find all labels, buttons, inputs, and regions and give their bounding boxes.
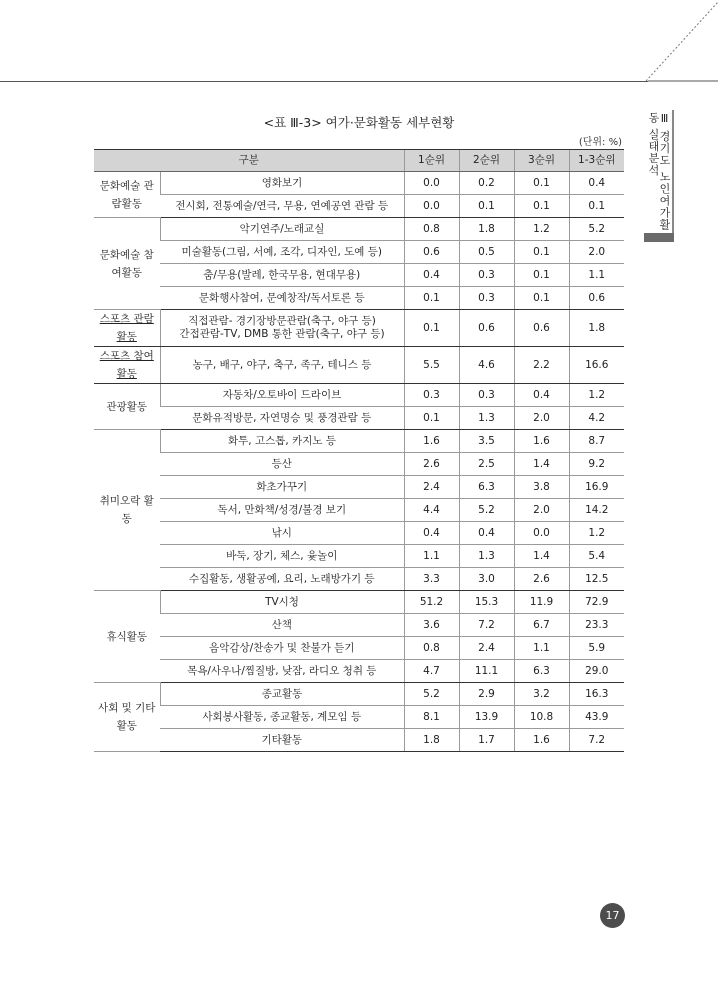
table-header-row xyxy=(94,150,624,172)
value-cell: 1.4 xyxy=(514,545,569,568)
header-rank3: 3순위 xyxy=(514,150,569,172)
table-row xyxy=(94,568,624,591)
value-cell: 5.2 xyxy=(569,218,624,241)
item-cell xyxy=(160,310,404,347)
item-cell: 사회봉사활동, 종교활동, 계모임 등 xyxy=(160,706,404,729)
value-cell: 1.6 xyxy=(514,729,569,752)
value-cell: 1.3 xyxy=(459,407,514,430)
value-cell: 0.6 xyxy=(404,241,459,264)
item-cell: 목욕/사우나/찜질방, 낮잠, 라디오 청취 등 xyxy=(160,660,404,683)
value-cell: 5.4 xyxy=(569,545,624,568)
value-cell: 1.7 xyxy=(459,729,514,752)
value-cell: 11.9 xyxy=(514,591,569,614)
leisure-activity-table xyxy=(94,149,624,752)
value-cell: 3.8 xyxy=(514,476,569,499)
value-cell: 2.0 xyxy=(514,499,569,522)
value-cell: 1.2 xyxy=(569,384,624,407)
value-cell: 2.4 xyxy=(404,476,459,499)
value-cell: 2.2 xyxy=(514,347,569,384)
value-cell: 0.1 xyxy=(514,195,569,218)
side-tab-block xyxy=(644,233,674,242)
value-cell: 0.8 xyxy=(404,218,459,241)
item-cell: 화초가꾸기 xyxy=(160,476,404,499)
item-cell: 악기연주/노래교실 xyxy=(160,218,404,241)
chapter-label: Ⅲ 경기도 노인여가활동 실태분석 xyxy=(647,112,671,231)
value-cell: 0.1 xyxy=(514,172,569,195)
value-cell: 0.1 xyxy=(514,287,569,310)
value-cell: 4.6 xyxy=(459,347,514,384)
value-cell: 23.3 xyxy=(569,614,624,637)
value-cell: 0.2 xyxy=(459,172,514,195)
value-cell: 12.5 xyxy=(569,568,624,591)
value-cell: 0.6 xyxy=(569,287,624,310)
table-row xyxy=(94,172,624,195)
value-cell: 5.2 xyxy=(404,683,459,706)
value-cell: 5.5 xyxy=(404,347,459,384)
item-cell: 수집활동, 생활공예, 요리, 노래방가기 등 xyxy=(160,568,404,591)
value-cell: 8.1 xyxy=(404,706,459,729)
value-cell: 7.2 xyxy=(459,614,514,637)
value-cell: 1.2 xyxy=(514,218,569,241)
value-cell: 0.1 xyxy=(404,310,459,347)
table-row xyxy=(94,407,624,430)
unit-label: (단위: %) xyxy=(578,137,622,148)
item-cell: 바둑, 장기, 체스, 윷놀이 xyxy=(160,545,404,568)
value-cell: 1.1 xyxy=(404,545,459,568)
value-cell: 6.3 xyxy=(514,660,569,683)
category-cell: 휴식활동 xyxy=(94,591,160,683)
category-cell: 관광활동 xyxy=(94,384,160,430)
value-cell: 0.0 xyxy=(514,522,569,545)
value-cell: 2.0 xyxy=(569,241,624,264)
item-cell: 화투, 고스톱, 카지노 등 xyxy=(160,430,404,453)
item-line: 직접관람- 경기장방문관람(축구, 야구 등) xyxy=(188,315,376,327)
category-cell: 문화예술 참여활동 xyxy=(94,218,160,310)
item-cell: TV시청 xyxy=(160,591,404,614)
value-cell: 0.1 xyxy=(514,241,569,264)
header-category: 구분 xyxy=(94,150,404,172)
table-title: <표 Ⅲ-3> 여가·문화활동 세부현황 xyxy=(263,115,455,130)
value-cell: 2.6 xyxy=(514,568,569,591)
table-row xyxy=(94,218,624,241)
item-cell: 문화행사참여, 문예창작/독서토론 등 xyxy=(160,287,404,310)
value-cell: 1.2 xyxy=(569,522,624,545)
item-cell: 미술활동(그림, 서예, 조각, 디자인, 도예 등) xyxy=(160,241,404,264)
value-cell: 4.4 xyxy=(404,499,459,522)
category-cell xyxy=(94,347,160,384)
value-cell: 0.6 xyxy=(514,310,569,347)
value-cell: 2.5 xyxy=(459,453,514,476)
value-cell: 0.3 xyxy=(404,384,459,407)
category-cell xyxy=(94,310,160,347)
header-rank2: 2순위 xyxy=(459,150,514,172)
value-cell: 8.7 xyxy=(569,430,624,453)
value-cell: 3.3 xyxy=(404,568,459,591)
category-label: 스포츠 관람활동 xyxy=(99,313,154,343)
value-cell: 51.2 xyxy=(404,591,459,614)
value-cell: 6.7 xyxy=(514,614,569,637)
value-cell: 43.9 xyxy=(569,706,624,729)
value-cell: 0.4 xyxy=(404,522,459,545)
value-cell: 1.1 xyxy=(569,264,624,287)
value-cell: 2.9 xyxy=(459,683,514,706)
table-row xyxy=(94,706,624,729)
table-row xyxy=(94,660,624,683)
value-cell: 0.1 xyxy=(514,264,569,287)
table-row xyxy=(94,683,624,706)
item-cell: 춤/무용(발레, 한국무용, 현대무용) xyxy=(160,264,404,287)
value-cell: 5.2 xyxy=(459,499,514,522)
value-cell: 11.1 xyxy=(459,660,514,683)
value-cell: 1.4 xyxy=(514,453,569,476)
value-cell: 10.8 xyxy=(514,706,569,729)
table-row xyxy=(94,591,624,614)
value-cell: 0.1 xyxy=(569,195,624,218)
value-cell: 9.2 xyxy=(569,453,624,476)
value-cell: 0.4 xyxy=(459,522,514,545)
value-cell: 3.6 xyxy=(404,614,459,637)
item-cell: 음악감상/찬송가 및 찬불가 듣기 xyxy=(160,637,404,660)
item-cell: 산책 xyxy=(160,614,404,637)
value-cell: 3.2 xyxy=(514,683,569,706)
header-rank1: 1순위 xyxy=(404,150,459,172)
value-cell: 4.2 xyxy=(569,407,624,430)
value-cell: 72.9 xyxy=(569,591,624,614)
value-cell: 0.4 xyxy=(569,172,624,195)
item-cell: 자동차/오토바이 드라이브 xyxy=(160,384,404,407)
table-row xyxy=(94,287,624,310)
table-row xyxy=(94,729,624,752)
value-cell: 0.0 xyxy=(404,172,459,195)
value-cell: 0.1 xyxy=(459,195,514,218)
value-cell: 1.8 xyxy=(569,310,624,347)
value-cell: 0.3 xyxy=(459,287,514,310)
table-row xyxy=(94,347,624,384)
corner-decoration xyxy=(0,0,718,90)
header-rank1-3: 1-3순위 xyxy=(569,150,624,172)
table-row xyxy=(94,637,624,660)
table-row xyxy=(94,499,624,522)
item-cell: 영화보기 xyxy=(160,172,404,195)
value-cell: 3.0 xyxy=(459,568,514,591)
value-cell: 1.1 xyxy=(514,637,569,660)
item-cell: 독서, 만화책/성경/불경 보기 xyxy=(160,499,404,522)
value-cell: 16.9 xyxy=(569,476,624,499)
table-row xyxy=(94,384,624,407)
category-cell: 취미오락 활동 xyxy=(94,430,160,591)
table-row xyxy=(94,241,624,264)
table-row xyxy=(94,195,624,218)
value-cell: 3.5 xyxy=(459,430,514,453)
table-row xyxy=(94,614,624,637)
value-cell: 5.9 xyxy=(569,637,624,660)
value-cell: 1.8 xyxy=(404,729,459,752)
category-label: 스포츠 참여활동 xyxy=(99,350,154,380)
table-row xyxy=(94,545,624,568)
value-cell: 4.7 xyxy=(404,660,459,683)
value-cell: 0.4 xyxy=(514,384,569,407)
table-row xyxy=(94,522,624,545)
item-cell: 종교활동 xyxy=(160,683,404,706)
page-number-badge: 17 xyxy=(600,903,625,928)
value-cell: 0.0 xyxy=(404,195,459,218)
item-cell: 낚시 xyxy=(160,522,404,545)
value-cell: 0.4 xyxy=(404,264,459,287)
item-cell: 등산 xyxy=(160,453,404,476)
category-cell: 문화예술 관람활동 xyxy=(94,172,160,218)
category-cell: 사회 및 기타활동 xyxy=(94,683,160,752)
value-cell: 13.9 xyxy=(459,706,514,729)
table-row xyxy=(94,476,624,499)
value-cell: 2.6 xyxy=(404,453,459,476)
value-cell: 1.6 xyxy=(404,430,459,453)
header-rule xyxy=(0,81,648,82)
value-cell: 1.6 xyxy=(514,430,569,453)
item-line: 간접관람-TV, DMB 통한 관람(축구, 야구 등) xyxy=(179,328,385,340)
item-cell: 전시회, 전통예술/연극, 무용, 연예공연 관람 등 xyxy=(160,195,404,218)
value-cell: 14.2 xyxy=(569,499,624,522)
value-cell: 1.3 xyxy=(459,545,514,568)
value-cell: 0.8 xyxy=(404,637,459,660)
value-cell: 1.8 xyxy=(459,218,514,241)
value-cell: 16.6 xyxy=(569,347,624,384)
table-row xyxy=(94,453,624,476)
item-cell: 문화유적방문, 자연명승 및 풍경관람 등 xyxy=(160,407,404,430)
value-cell: 0.1 xyxy=(404,407,459,430)
value-cell: 15.3 xyxy=(459,591,514,614)
value-cell: 29.0 xyxy=(569,660,624,683)
table-row xyxy=(94,264,624,287)
value-cell: 2.0 xyxy=(514,407,569,430)
value-cell: 0.3 xyxy=(459,384,514,407)
value-cell: 16.3 xyxy=(569,683,624,706)
item-cell: 기타활동 xyxy=(160,729,404,752)
value-cell: 7.2 xyxy=(569,729,624,752)
value-cell: 0.5 xyxy=(459,241,514,264)
value-cell: 6.3 xyxy=(459,476,514,499)
table-row xyxy=(94,310,624,347)
value-cell: 0.1 xyxy=(404,287,459,310)
value-cell: 0.3 xyxy=(459,264,514,287)
value-cell: 0.6 xyxy=(459,310,514,347)
value-cell: 2.4 xyxy=(459,637,514,660)
table-row xyxy=(94,430,624,453)
item-cell: 농구, 배구, 야구, 축구, 족구, 테니스 등 xyxy=(160,347,404,384)
